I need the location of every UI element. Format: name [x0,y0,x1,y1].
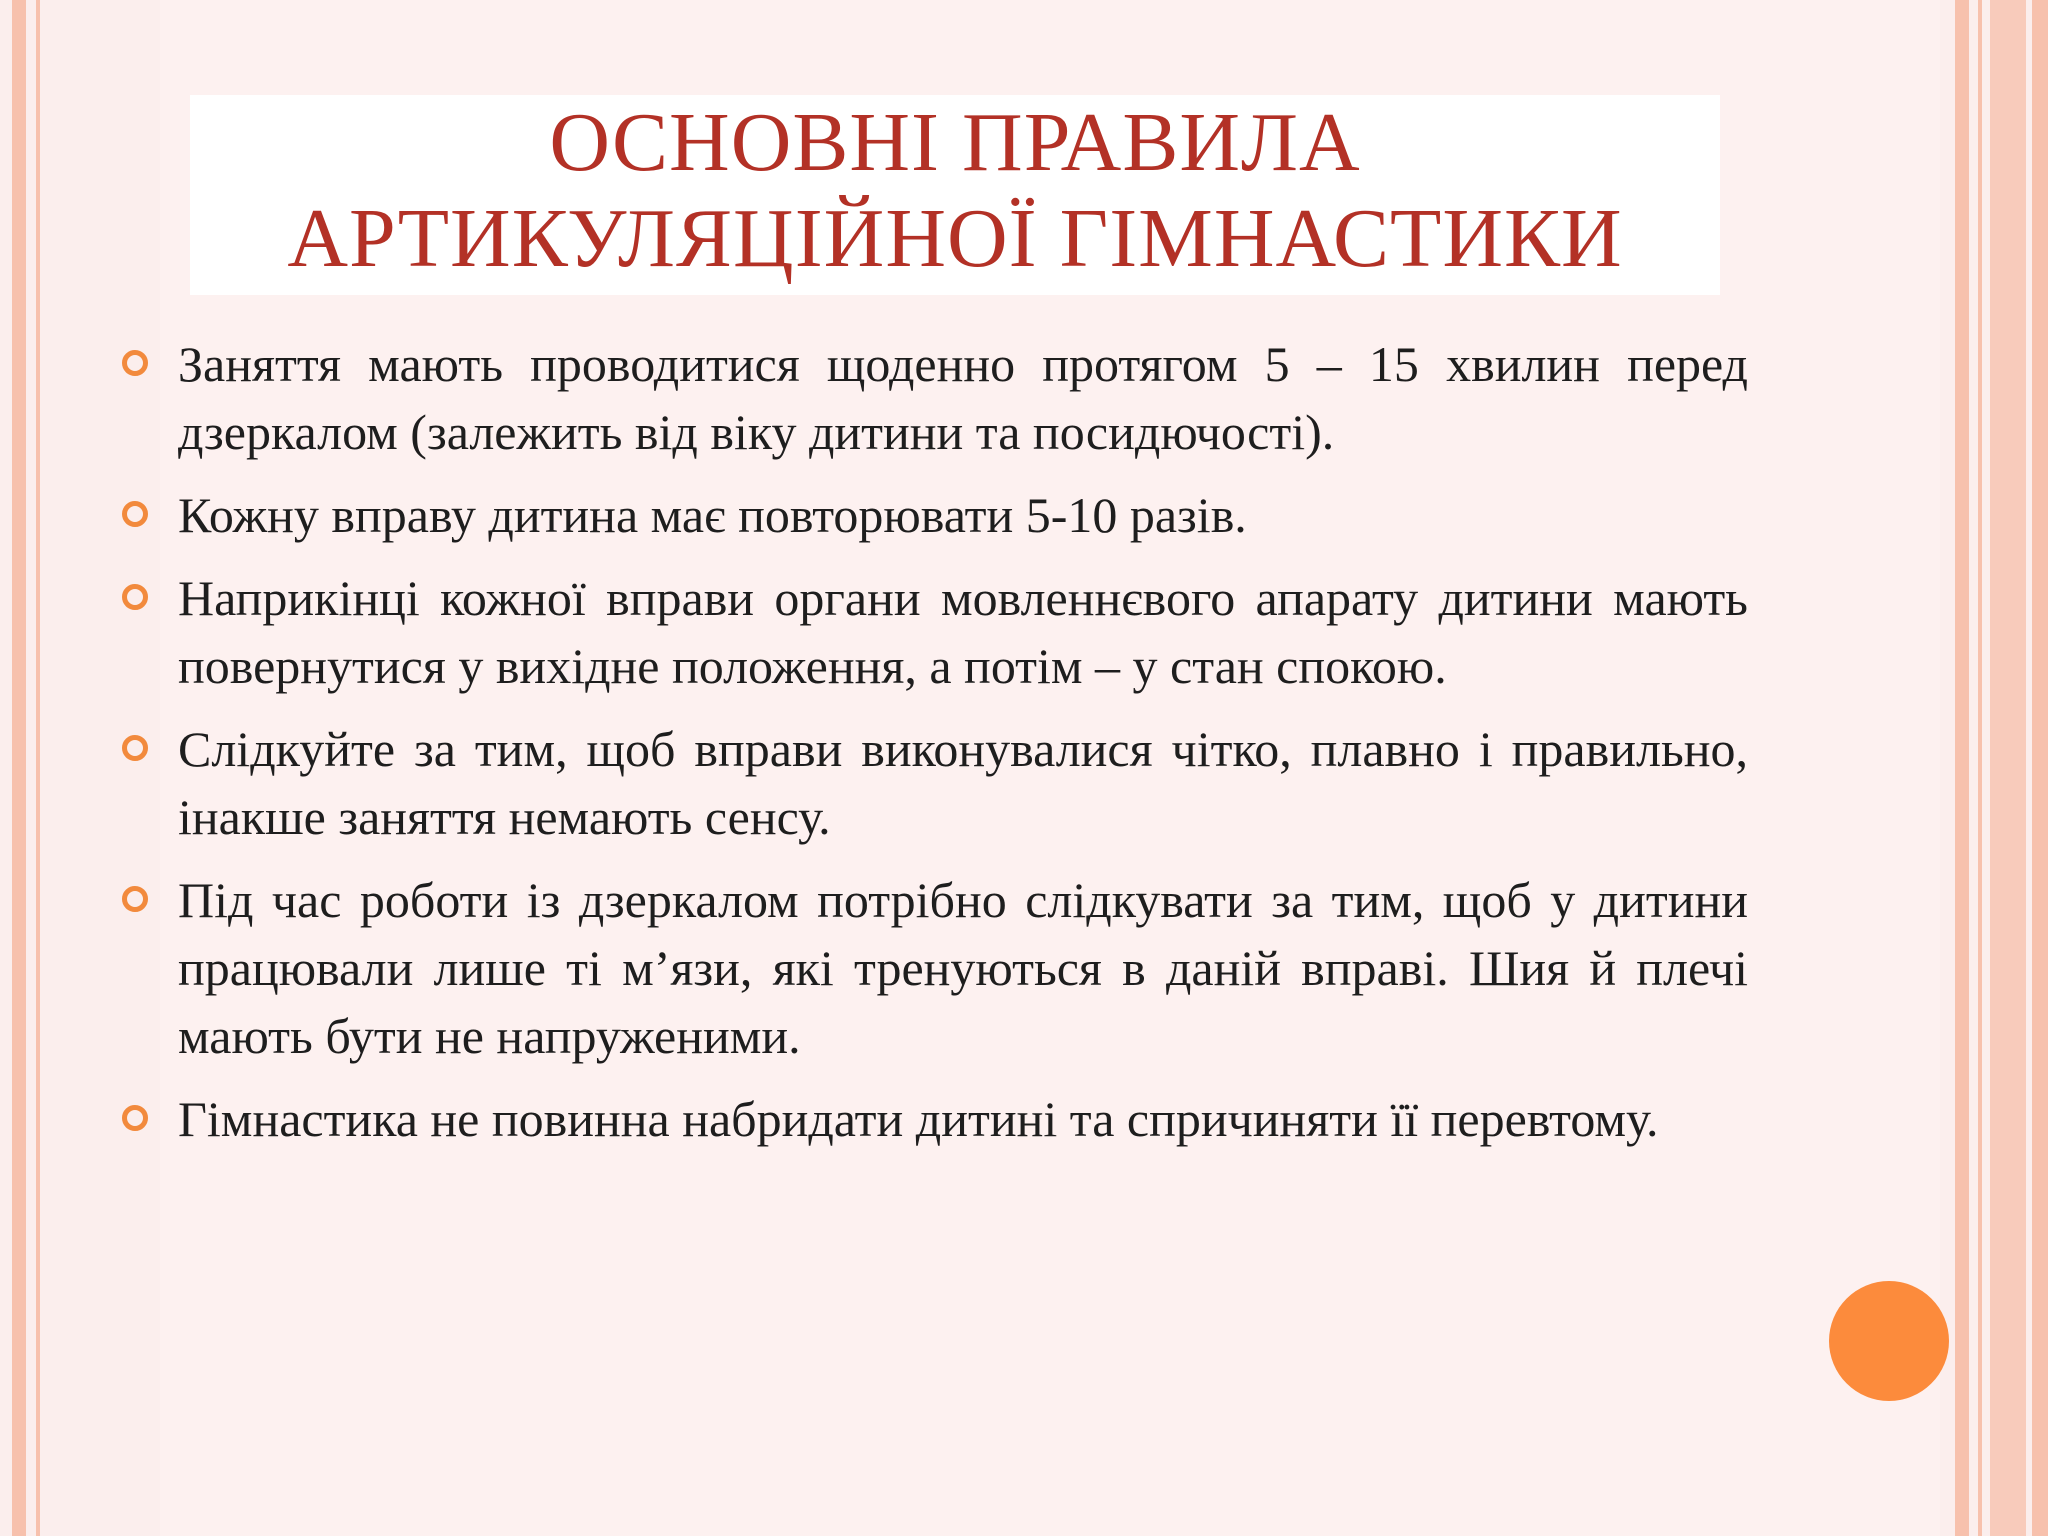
bullet-text: Наприкінці кожної вправи органи мовленнєвого апарату дитини мають повернутися у вихідне положення, а потім – у стан спокою. [178,570,1748,694]
left-stripe-thin [36,0,40,1536]
bullet-text: Слідкуйте за тим, щоб вправи виконувалися чітко, плавно і правильно, інакше заняття немають сенсу. [178,721,1748,845]
ring-bullet-icon [122,584,148,610]
left-stripe-wide [12,0,26,1536]
ring-bullet-icon [122,350,148,376]
bullet-list [118,330,1748,1168]
slide-title [190,95,1720,295]
right-stripe-wide [1955,0,1969,1536]
ring-bullet-icon [122,1105,148,1131]
bullet-item [118,564,1748,700]
right-stripe-thin [1978,0,1982,1536]
title-line-2: АРТИКУЛЯЦІЙНОЇ ГІМНАСТИКИ [287,192,1623,285]
orange-circle-icon [1829,1281,1949,1401]
bullet-item [118,866,1748,1070]
bullet-text: Гімнастика не повинна набридати дитині та спричиняти її перевтому. [178,1091,1659,1147]
bullet-text: Заняття мають проводитися щоденно протягом 5 – 15 хвилин перед дзеркалом (залежить від віку дитини та посидючості). [178,336,1748,460]
title-line-1: ОСНОВНІ ПРАВИЛА [549,96,1361,189]
ring-bullet-icon [122,735,148,761]
right-stripe-band [1990,0,2026,1536]
bullet-item [118,1085,1748,1153]
bullet-item [118,715,1748,851]
bullet-item [118,481,1748,549]
ring-bullet-icon [122,501,148,527]
bullet-item [118,330,1748,466]
bullet-text: Кожну вправу дитина має повторювати 5-10 разів. [178,487,1247,543]
right-stripe-edge [2032,0,2048,1536]
ring-bullet-icon [122,886,148,912]
bullet-text: Під час роботи із дзеркалом потрібно слідкувати за тим, щоб у дитини працювали лише ті м’язи, які тренуються в даній вправі. Шия й плечі мають бути не напруженими. [178,872,1748,1064]
